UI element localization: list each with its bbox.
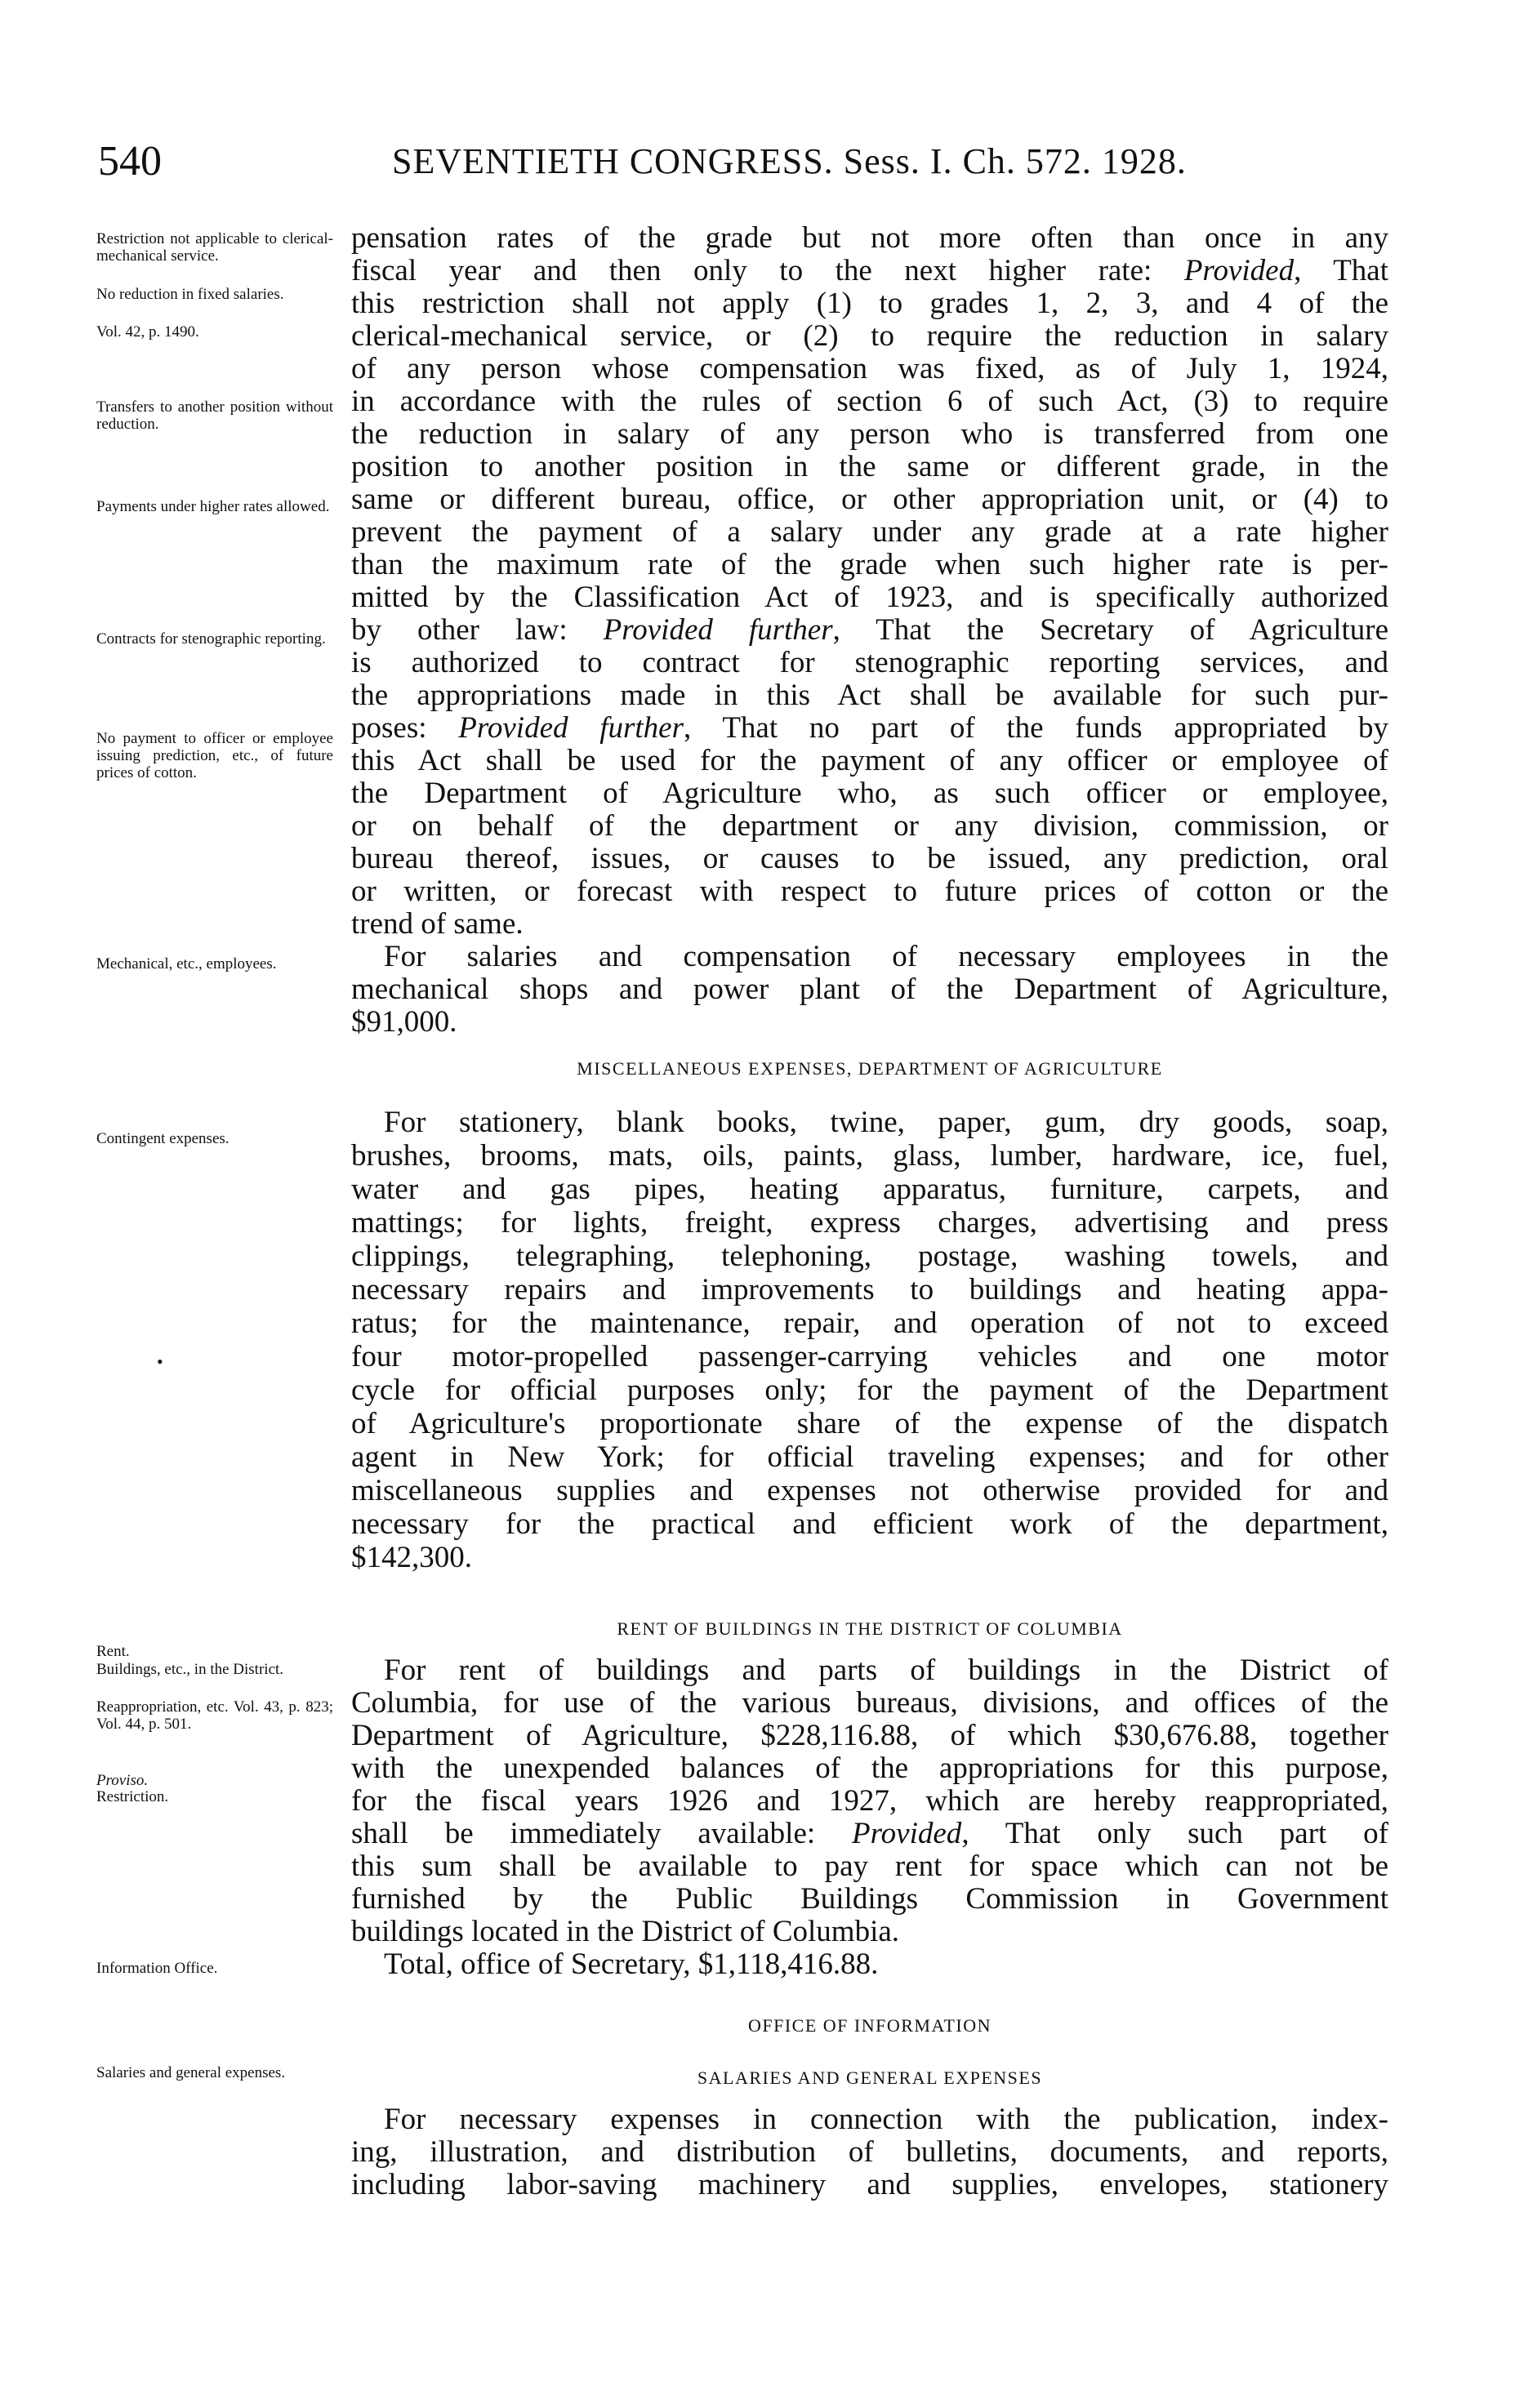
text-line: this sum shall be available to pay rent for space which can not be [351, 1849, 1388, 1883]
stray-mark: • [157, 1351, 163, 1372]
text-line: necessary repairs and improvements to buildings and heating appa- [351, 1273, 1388, 1306]
text-line: mitted by the Classification Act of 1923, and is specifically authorized [351, 581, 1388, 614]
text-line: clippings, telegraphing, telephoning, postage, washing towels, and [351, 1240, 1388, 1273]
margin-note-proviso: Proviso. [96, 1772, 149, 1789]
text-line: prevent the payment of a salary under any grade at a rate higher [351, 515, 1388, 549]
margin-note-mechanical: Mechanical, etc., employees. [96, 955, 277, 973]
text-line: brushes, brooms, mats, oils, paints, glass, lumber, hardware, ice, fuel, [351, 1139, 1388, 1173]
text-line: the reduction in salary of any person who is transferred from one [351, 417, 1388, 451]
paragraph-contingent-expenses [351, 1106, 1388, 1574]
text-line: including labor-saving machinery and supplies, envelopes, stationery [351, 2168, 1388, 2201]
text-line: the Department of Agriculture who, as such officer or employee, [351, 777, 1388, 810]
text-line: or on behalf of the department or any division, commission, or [351, 809, 1388, 843]
margin-note-no-reduction: No reduction in fixed salaries. [96, 286, 284, 303]
text-line: For necessary expenses in connection with the publication, index- [384, 2103, 1388, 2136]
text-line: agent in New York; for official traveling expenses; and for other [351, 1440, 1388, 1474]
text-line: For salaries and compensation of necessary employees in the [384, 940, 1388, 973]
margin-note-payments: Payments under higher rates allowed. [96, 498, 330, 515]
running-head: SEVENTIETH CONGRESS. Sess. I. Ch. 572. 1928. [392, 141, 1187, 181]
text-line: is authorized to contract for stenographic reporting services, and [351, 646, 1388, 679]
text-line: cycle for official purposes only; for the payment of the Department [351, 1373, 1388, 1407]
text-line: bureau thereof, issues, or causes to be issued, any prediction, oral [351, 842, 1388, 875]
page-header [98, 137, 1388, 189]
text-line: or written, or forecast with respect to future prices of cotton or the [351, 875, 1388, 908]
text-line: of Agriculture's proportionate share of the expense of the dispatch [351, 1407, 1388, 1440]
margin-note-contracts: Contracts for stenographic reporting. [96, 630, 326, 648]
margin-note-restriction-2: Restriction. [96, 1788, 169, 1805]
text-line: same or different bureau, office, or other appropriation unit, or (4) to [351, 483, 1388, 516]
text-line: fiscal year and then only to the next higher rate: Provided, That [351, 254, 1388, 287]
total-line: Total, office of Secretary, $1,118,416.88. [384, 1947, 879, 1981]
text-line: mechanical shops and power plant of the Department of Agriculture, [351, 973, 1388, 1006]
paragraph-information-expenses [351, 2103, 1388, 2201]
text-line: than the maximum rate of the grade when such higher rate is per- [351, 548, 1388, 581]
text-line: clerical-mechanical service, or (2) to require the reduction in salary [351, 319, 1388, 353]
text-line: for the fiscal years 1926 and 1927, which are hereby reappropriated, [351, 1784, 1388, 1818]
margin-note-no-payment: No payment to officer or employee issuing prediction, etc., of future prices of cotton. [96, 730, 333, 781]
text-line: of any person whose compensation was fixed, as of July 1, 1924, [351, 352, 1388, 385]
margin-note-buildings: Buildings, etc., in the District. [96, 1661, 284, 1678]
margin-note-salaries: Salaries and general expenses. [96, 2064, 286, 2081]
text-line: $91,000. [351, 1005, 457, 1039]
heading-salaries-and-general-expenses: SALARIES AND GENERAL EXPENSES [697, 2067, 1043, 2088]
text-line: Department of Agriculture, $228,116.88, of which $30,676.88, together [351, 1719, 1388, 1752]
text-line: For stationery, blank books, twine, paper, gum, dry goods, soap, [384, 1106, 1388, 1139]
text-line: shall be immediately available: Provided, That only such part of [351, 1817, 1388, 1850]
text-line: position to another position in the same or different grade, in the [351, 450, 1388, 483]
text-line: trend of same. [351, 907, 524, 941]
margin-note-information-office: Information Office. [96, 1960, 218, 1977]
page-number: 540 [98, 138, 162, 185]
margin-note-restriction: Restriction not applicable to clerical-mechanical service. [96, 230, 333, 265]
text-line: with the unexpended balances of the appropriations for this purpose, [351, 1751, 1388, 1785]
margin-note-rent: Rent. [96, 1643, 130, 1660]
text-line: the appropriations made in this Act shall be available for such pur- [351, 679, 1388, 712]
heading-miscellaneous-expenses: MISCELLANEOUS EXPENSES, DEPARTMENT OF AGRICULTURE [577, 1058, 1163, 1079]
text-line: this Act shall be used for the payment of any officer or employee of [351, 744, 1388, 777]
text-line: ratus; for the maintenance, repair, and operation of not to exceed [351, 1306, 1388, 1340]
paragraph-pay-restrictions [351, 222, 1388, 941]
margin-note-reappropriation: Reappropriation, etc. Vol. 43, p. 823; Vol. 44, p. 501. [96, 1698, 333, 1733]
margin-note-vol42: Vol. 42, p. 1490. [96, 323, 199, 341]
margin-note-contingent: Contingent expenses. [96, 1130, 230, 1147]
text-line: this restriction shall not apply (1) to grades 1, 2, 3, and 4 of the [351, 287, 1388, 320]
text-line: mattings; for lights, freight, express charges, advertising and press [351, 1206, 1388, 1240]
text-line: four motor-propelled passenger-carrying vehicles and one motor [351, 1340, 1388, 1373]
text-line: poses: Provided further, That no part of the funds appropriated by [351, 711, 1388, 745]
margin-note-transfers: Transfers to another position without reduction. [96, 398, 333, 433]
heading-rent-of-buildings: RENT OF BUILDINGS IN THE DISTRICT OF COLUMBIA [617, 1618, 1123, 1639]
text-line: pensation rates of the grade but not more often than once in any [351, 221, 1388, 255]
heading-office-of-information: OFFICE OF INFORMATION [748, 2015, 992, 2036]
text-line: miscellaneous supplies and expenses not otherwise provided for and [351, 1474, 1388, 1507]
text-line: necessary for the practical and efficient work of the department, [351, 1507, 1388, 1541]
text-line: in accordance with the rules of section 6 of such Act, (3) to require [351, 385, 1388, 418]
text-line: ing, illustration, and distribution of bulletins, documents, and reports, [351, 2135, 1388, 2169]
text-line: $142,300. [351, 1541, 472, 1574]
paragraph-mechanical-employees [351, 941, 1388, 1039]
text-line: buildings located in the District of Columbia. [351, 1915, 900, 1948]
paragraph-rent [351, 1654, 1388, 1981]
text-line: For rent of buildings and parts of buildings in the District of [384, 1654, 1388, 1687]
text-line: Columbia, for use of the various bureaus, divisions, and offices of the [351, 1686, 1388, 1720]
text-line: by other law: Provided further, That the Secretary of Agriculture [351, 613, 1389, 647]
text-line: water and gas pipes, heating apparatus, furniture, carpets, and [351, 1173, 1388, 1206]
text-line: furnished by the Public Buildings Commission in Government [351, 1882, 1388, 1916]
